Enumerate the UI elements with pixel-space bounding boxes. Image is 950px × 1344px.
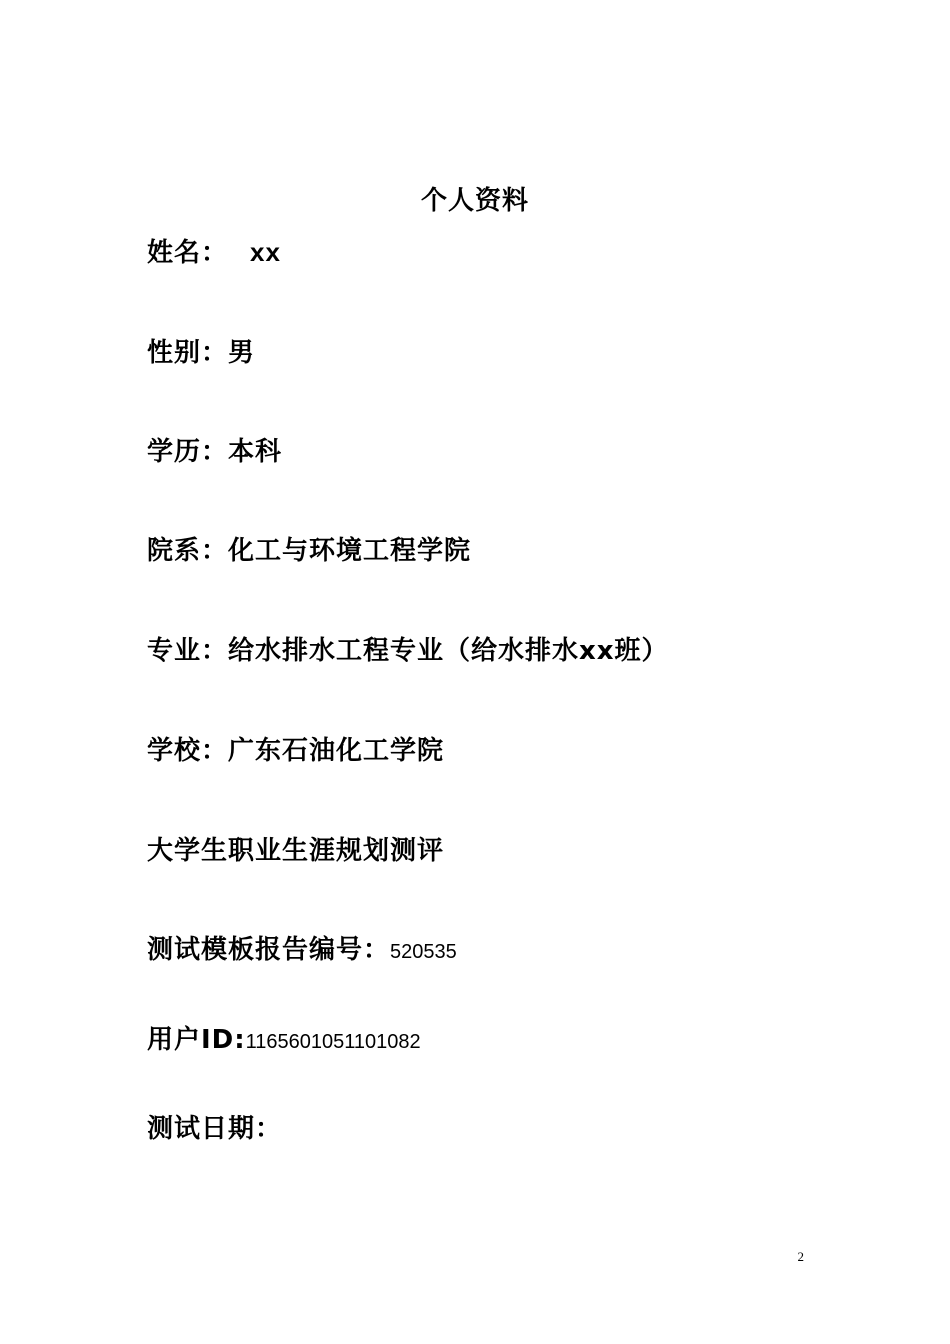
education-value: 本科: [228, 437, 283, 467]
report-number-field: [147, 929, 457, 966]
major-label: 专业：: [147, 636, 229, 666]
report-number-value: 520535: [390, 941, 457, 963]
school-label: 学校：: [147, 736, 229, 766]
evaluation-title: 大学生职业生涯规划测评: [147, 836, 445, 866]
department-field: [147, 530, 471, 567]
name-value: xx: [250, 237, 281, 267]
name-field: [147, 232, 281, 269]
user-id-value: 1165601051101082: [245, 1031, 421, 1053]
department-label: 院系：: [147, 536, 229, 566]
major-field: [147, 630, 669, 667]
gender-field: [147, 332, 255, 369]
school-value: 广东石油化工学院: [228, 736, 445, 766]
page-title: 个人资料: [420, 186, 529, 216]
test-date-label: 测试日期：: [147, 1114, 283, 1144]
major-value: 给水排水工程专业（给水排水xx班）: [228, 636, 669, 666]
report-number-label: 测试模板报告编号：: [147, 935, 391, 965]
user-id-field: [147, 1019, 421, 1056]
page-number: 2: [797, 1249, 804, 1264]
user-id-label: 用户ID:: [147, 1025, 246, 1055]
gender-value: 男: [228, 338, 256, 368]
name-label: 姓名：: [147, 238, 229, 268]
education-field: [147, 431, 282, 468]
school-field: [147, 730, 444, 767]
test-date-field: [147, 1108, 282, 1145]
gender-label: 性别：: [147, 338, 229, 368]
education-label: 学历：: [147, 437, 229, 467]
department-value: 化工与环境工程学院: [228, 536, 472, 566]
